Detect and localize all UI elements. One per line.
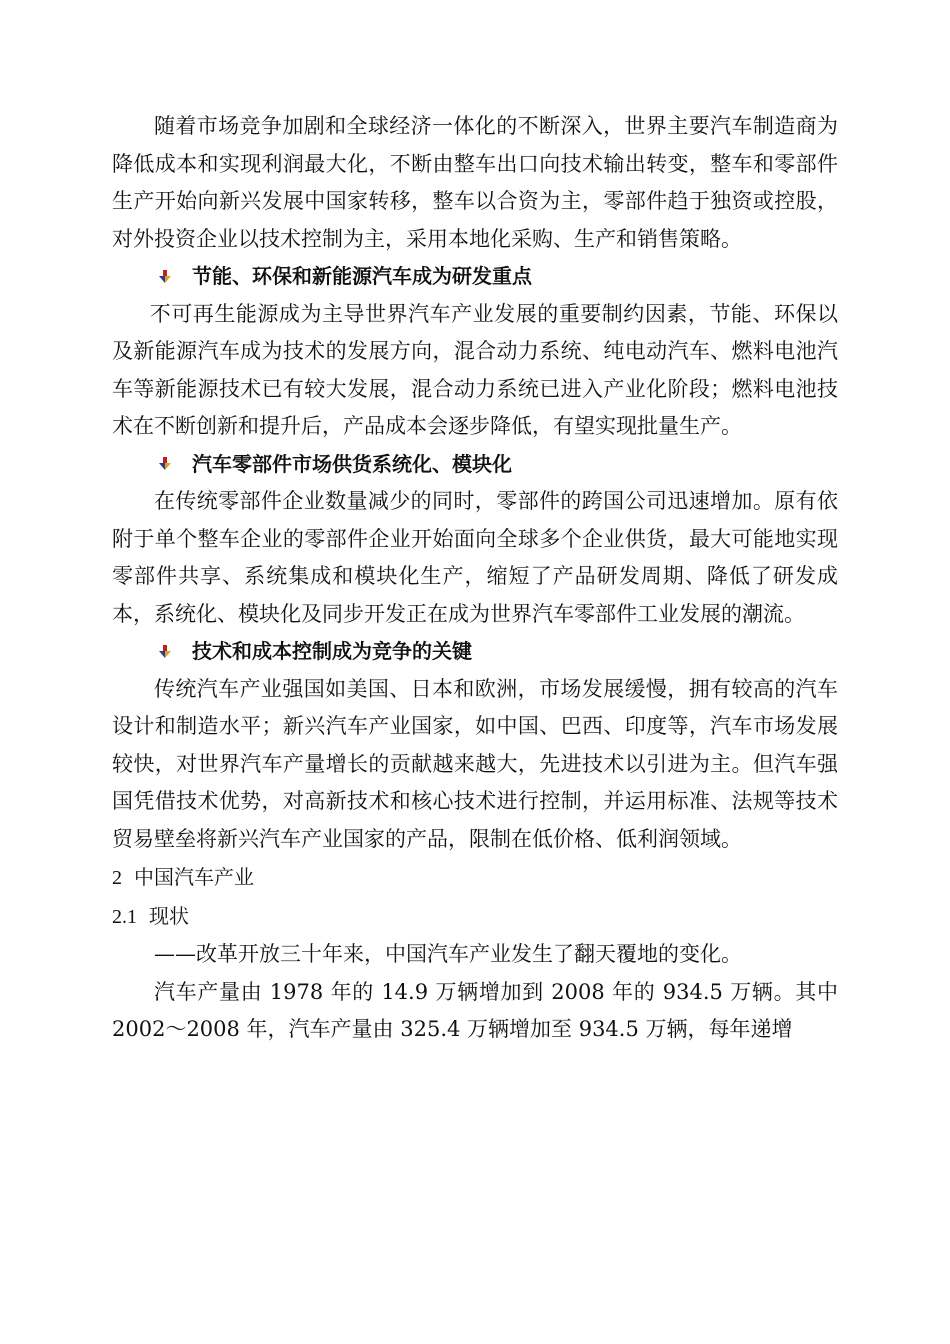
heading-cost-control <box>112 633 838 671</box>
arrow-bullet-icon <box>158 270 172 284</box>
section-heading-2 <box>112 858 838 897</box>
section-title: 现状 <box>149 904 189 928</box>
paragraph-competition: 传统汽车产业强国如美国、日本和欧洲，市场发展缓慢，拥有较高的汽车设计和制造水平；新兴汽车产业国家，如中国、巴西、印度等，汽车市场发展较快，对世界汽车产量增长的贡献越来越大，先进技术以引进为主。但汽车强国凭借技术优势，对高新技术和核心技术进行控制，并运用标准、法规等技术贸易壁垒将新兴汽车产业国家的产品，限制在低价格、低利润领域。 <box>112 676 838 851</box>
section-number: 2 <box>112 867 122 889</box>
heading-text: 技术和成本控制成为竞争的关键 <box>192 639 472 663</box>
heading-energy-saving <box>112 258 838 296</box>
paragraph-modularization: 在传统零部件企业数量减少的同时，零部件的跨国公司迅速增加。原有依附于单个整车企业的零部件企业开始面向全球多个企业供货，最大可能地实现零部件共享、系统集成和模块化生产，缩短了产品研发周期、降低了研发成本，系统化、模块化及同步开发正在成为世界汽车零部件工业发展的潮流。 <box>112 489 838 626</box>
arrow-bullet-icon <box>158 457 172 471</box>
arrow-bullet-icon <box>158 645 172 659</box>
section-heading-2-1 <box>112 897 838 936</box>
section-title: 中国汽车产业 <box>134 865 254 889</box>
heading-text: 汽车零部件市场供货系统化、模块化 <box>192 451 512 476</box>
paragraph-new-energy: 不可再生能源成为主导世界汽车产业发展的重要制约因素，节能、环保以及新能源汽车成为技术的发展方向，混合动力系统、纯电动汽车、燃料电池汽车等新能源技术已有较大发展，混合动力系统已进入产业化阶段；燃料电池技术在不断创新和提升后，产品成本会逐步降低，有望实现批量生产。 <box>112 301 838 438</box>
paragraph-globalization: 随着市场竞争加剧和全球经济一体化的不断深入，世界主要汽车制造商为降低成本和实现利润最大化，不断由整车出口向技术输出转变，整车和零部件生产开始向新兴发展中国家转移，整车以合资为主，零部件趋于独资或控股，对外投资企业以技术控制为主，采用本地化采购、生产和销售策略。 <box>112 114 838 251</box>
paragraph-reform: ——改革开放三十年来，中国汽车产业发生了翻天覆地的变化。 <box>154 942 742 966</box>
section-number: 2.1 <box>112 906 137 928</box>
heading-parts-supply <box>112 446 838 484</box>
paragraph-production: 汽车产量由 1978 年的 14.9 万辆增加到 2008 年的 934.5 万辆。其中 2002～2008 年，汽车产量由 325.4 万辆增加至 934.5 万辆，每年递增 <box>112 979 838 1041</box>
heading-text: 节能、环保和新能源汽车成为研发重点 <box>192 264 532 288</box>
